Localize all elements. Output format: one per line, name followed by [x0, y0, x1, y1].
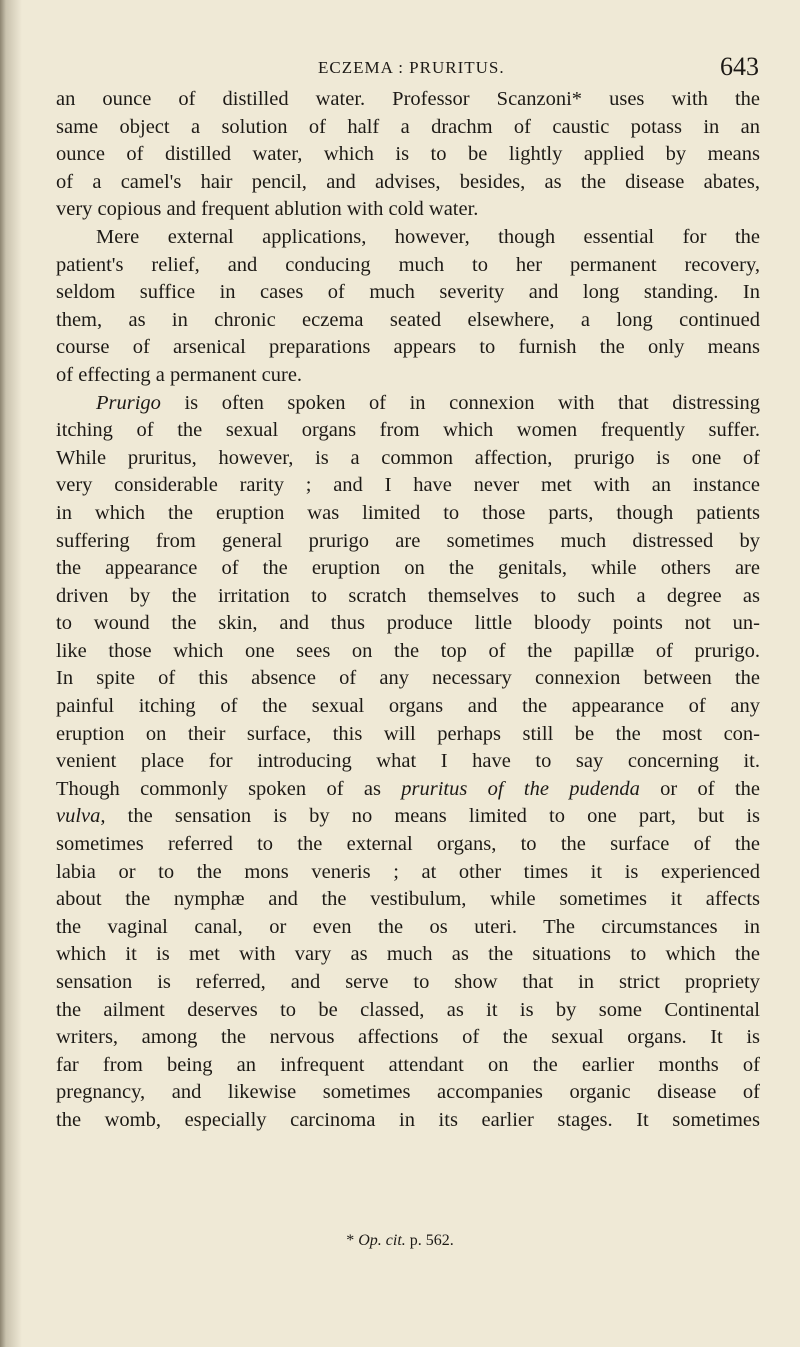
text-line: venient place for introducing what I have to say concerning it. [56, 750, 760, 773]
text-line: of a camel's hair pencil, and advises, besides, as the disease abates, [56, 170, 760, 193]
page-header [0, 52, 800, 82]
text-line: driven by the irritation to scratch themselves to such a degree as [56, 584, 760, 607]
text-line: ounce of distilled water, which is to be lightly applied by means [56, 143, 760, 166]
text-line: eruption on their surface, this will perhaps still be the most con- [56, 722, 760, 745]
italic-term: Prurigo [96, 391, 161, 414]
text-line: in which the eruption was limited to those parts, though patients [56, 501, 760, 524]
text-fragment: Though commonly spoken of as [56, 777, 402, 800]
text-line: While pruritus, however, is a common affection, prurigo is one of [56, 446, 760, 469]
text-line: sensation is referred, and serve to show that in strict propriety [56, 971, 760, 993]
text-line [56, 776, 760, 804]
text-line: same object a solution of half a drachm of caustic potass in an [56, 115, 760, 138]
text-line: pregnancy, and likewise sometimes accompanies organic disease of [56, 1081, 760, 1104]
running-head: ECZEMA : PRURITUS. [318, 58, 505, 77]
text-fragment: or of the [639, 777, 760, 800]
text-line: them, as in chronic eczema seated elsewhere, a long continued [56, 308, 760, 331]
text-line: suffering from general prurigo are sometimes much distressed by [56, 529, 760, 552]
text-line: like those which one sees on the top of the papillæ of prurigo. [56, 639, 760, 662]
text-line: about the nymphæ and the vestibulum, while sometimes it affects [56, 888, 760, 911]
text-fragment: the sensation is by no means limited to one part, but is [105, 805, 760, 828]
footnote-citation: Op. cit. [358, 1232, 406, 1249]
text-line: which it is met with vary as much as the situations to which the [56, 943, 760, 966]
text-line: the ailment deserves to be classed, as it is by some Continental [56, 998, 760, 1021]
text-line: the vaginal canal, or even the os uteri. The circumstances in [56, 915, 760, 938]
text-line: itching of the sexual organs from which women frequently suffer. [56, 419, 760, 442]
text-line [56, 390, 760, 418]
text-line: sometimes referred to the external organs, to the surface of the [56, 833, 760, 856]
text-line: the appearance of the eruption on the genitals, while others are [56, 557, 760, 580]
text-line: In spite of this absence of any necessary connexion between the [56, 667, 760, 690]
footnote-marker: * [346, 1232, 359, 1249]
text-line: patient's relief, and conducing much to her permanent recovery, [56, 253, 760, 276]
italic-term: vulva, [56, 805, 106, 828]
text-line: course of arsenical preparations appears to furnish the only means [56, 336, 760, 359]
text-line: labia or to the mons veneris ; at other times it is experienced [56, 860, 760, 883]
text-line: very considerable rarity ; and I have never met with an instance [56, 474, 760, 497]
text-line: an ounce of distilled water. Professor Scanzoni* uses with the [56, 88, 760, 110]
text-line: far from being an infrequent attendant on the earlier months of [56, 1053, 760, 1076]
text-line [56, 803, 760, 831]
text-line: painful itching of the sexual organs and the appearance of any [56, 695, 760, 718]
page-number: 643 [720, 52, 759, 81]
text-line: Mere external applications, however, though essential for the [96, 225, 760, 248]
text-line: very copious and frequent ablution with cold water. [56, 198, 479, 221]
text-line: writers, among the nervous affections of the sexual organs. It is [56, 1026, 760, 1049]
text-line: seldom suffice in cases of much severity and long standing. In [56, 281, 760, 304]
italic-term: pruritus of the pudenda [401, 777, 640, 800]
text-line: to wound the skin, and thus produce little bloody points not un- [56, 612, 760, 635]
footnote-page: p. 562. [405, 1232, 454, 1249]
body-text [56, 86, 760, 1135]
text-line: the womb, especially carcinoma in its earlier stages. It sometimes [56, 1108, 760, 1131]
text-line: of effecting a permanent cure. [56, 363, 303, 386]
footnote [0, 1232, 800, 1250]
text-fragment: is often spoken of in connexion with that distressing [160, 391, 760, 414]
